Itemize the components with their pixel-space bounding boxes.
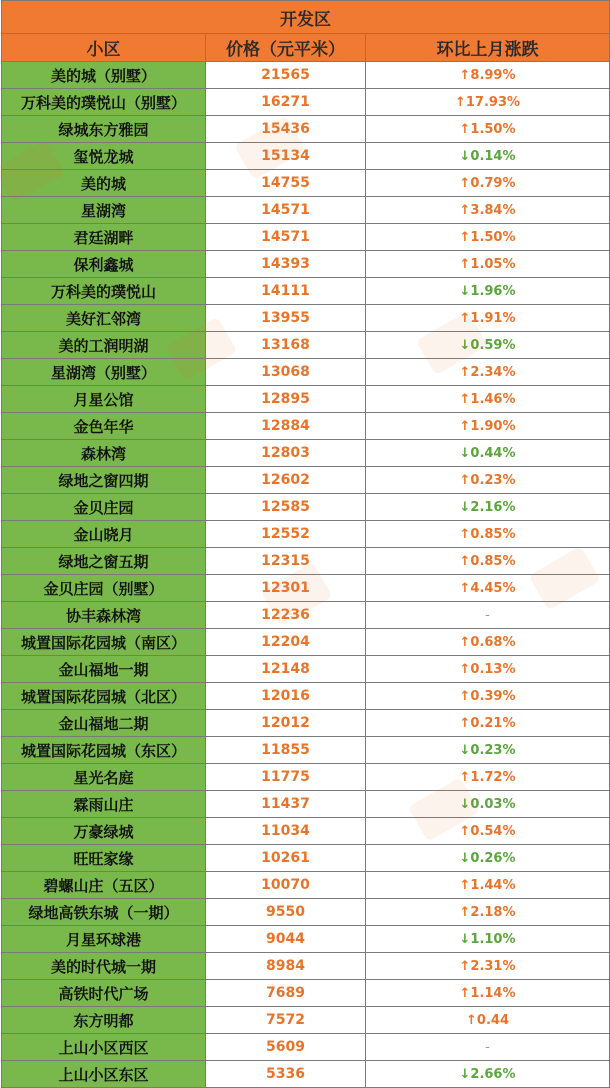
table-row [2,116,610,143]
price-value: 15436 [206,116,366,143]
table-row [2,62,610,89]
community-name: 万科美的璞悦山 [2,278,206,305]
change-value: ↑1.46% [366,386,610,413]
price-value: 14393 [206,251,366,278]
community-name: 金贝庄园（别墅） [2,575,206,602]
community-name: 东方明都 [2,1007,206,1034]
table-row [2,764,610,791]
table-row [2,548,610,575]
change-value: ↑1.90% [366,413,610,440]
price-value: 12012 [206,710,366,737]
community-name: 美的城 [2,170,206,197]
community-name: 上山小区东区 [2,1061,206,1088]
community-name: 霖雨山庄 [2,791,206,818]
change-value: - [366,602,610,629]
community-name: 协丰森林湾 [2,602,206,629]
community-name: 万豪绿城 [2,818,206,845]
change-value: ↑4.45% [366,575,610,602]
community-name: 绿地之窗五期 [2,548,206,575]
table-row [2,872,610,899]
community-name: 保利鑫城 [2,251,206,278]
table-row [2,629,610,656]
community-name: 星湖湾（别墅） [2,359,206,386]
table-row [2,170,610,197]
price-value: 9550 [206,899,366,926]
change-value: ↑1.14% [366,980,610,1007]
change-value: ↑0.85% [366,548,610,575]
price-value: 11775 [206,764,366,791]
change-value: ↓0.26% [366,845,610,872]
price-value: 16271 [206,89,366,116]
price-value: 14571 [206,224,366,251]
community-name: 城置国际花园城（北区） [2,683,206,710]
table-row [2,224,610,251]
change-value: ↑0.44 [366,1007,610,1034]
change-value: ↓1.10% [366,926,610,953]
change-value: ↑8.99% [366,62,610,89]
change-value: ↑2.31% [366,953,610,980]
table-row [2,467,610,494]
change-value: ↓1.96% [366,278,610,305]
community-name: 星湖湾 [2,197,206,224]
change-value: ↓0.44% [366,440,610,467]
price-value: 12803 [206,440,366,467]
table-row [2,656,610,683]
table-body [2,62,610,1088]
table-row [2,278,610,305]
community-name: 森林湾 [2,440,206,467]
price-value: 7572 [206,1007,366,1034]
change-value: - [366,1034,610,1061]
table-row [2,953,610,980]
table-row [2,602,610,629]
change-value: ↓0.03% [366,791,610,818]
change-value: ↑3.84% [366,197,610,224]
community-name: 高铁时代广场 [2,980,206,1007]
price-value: 13955 [206,305,366,332]
table-row [2,521,610,548]
price-value: 5609 [206,1034,366,1061]
table-row [2,143,610,170]
community-name: 碧螺山庄（五区） [2,872,206,899]
price-value: 9044 [206,926,366,953]
community-name: 金山福地二期 [2,710,206,737]
table-row [2,440,610,467]
change-value: ↑1.91% [366,305,610,332]
change-value: ↓0.59% [366,332,610,359]
change-value: ↑0.68% [366,629,610,656]
price-value: 10070 [206,872,366,899]
community-name: 星光名庭 [2,764,206,791]
change-value: ↑0.79% [366,170,610,197]
change-value: ↑1.44% [366,872,610,899]
table-row [2,683,610,710]
table-row [2,791,610,818]
price-value: 7689 [206,980,366,1007]
community-name: 绿地之窗四期 [2,467,206,494]
table-row [2,89,610,116]
header-price: 价格（元平米） [206,34,366,62]
community-name: 绿城东方雅园 [2,116,206,143]
community-name: 美的工润明湖 [2,332,206,359]
community-name: 美好汇邻湾 [2,305,206,332]
price-value: 14755 [206,170,366,197]
community-name: 玺悦龙城 [2,143,206,170]
table-row [2,413,610,440]
table-row [2,926,610,953]
price-value: 12301 [206,575,366,602]
table-row [2,251,610,278]
price-value: 14111 [206,278,366,305]
table-row [2,710,610,737]
community-name: 美的时代城一期 [2,953,206,980]
change-value: ↑0.23% [366,467,610,494]
table-row [2,305,610,332]
community-name: 旺旺家缘 [2,845,206,872]
community-name: 万科美的璞悦山（别墅） [2,89,206,116]
community-name: 金山晓月 [2,521,206,548]
community-name: 金山福地一期 [2,656,206,683]
price-value: 8984 [206,953,366,980]
change-value: ↑1.05% [366,251,610,278]
table-row [2,980,610,1007]
community-name: 绿地高铁东城（一期） [2,899,206,926]
change-value: ↓2.66% [366,1061,610,1088]
change-value: ↑0.85% [366,521,610,548]
price-value: 12884 [206,413,366,440]
change-value: ↑17.93% [366,89,610,116]
price-value: 13168 [206,332,366,359]
change-value: ↑2.34% [366,359,610,386]
change-value: ↑0.54% [366,818,610,845]
community-name: 城置国际花园城（南区） [2,629,206,656]
table-row [2,386,610,413]
community-name: 月星环球港 [2,926,206,953]
table-row [2,197,610,224]
table-row [2,737,610,764]
change-value: ↑0.21% [366,710,610,737]
price-value: 15134 [206,143,366,170]
price-value: 12016 [206,683,366,710]
price-table [1,0,610,1088]
price-value: 14571 [206,197,366,224]
header-community: 小区 [2,34,206,62]
price-value: 11437 [206,791,366,818]
price-value: 12236 [206,602,366,629]
price-value: 12148 [206,656,366,683]
table-header-row [2,34,610,62]
table-row [2,1034,610,1061]
table-row [2,1007,610,1034]
community-name: 君廷湖畔 [2,224,206,251]
price-value: 12895 [206,386,366,413]
price-value: 11855 [206,737,366,764]
community-name: 月星公馆 [2,386,206,413]
price-value: 12585 [206,494,366,521]
price-value: 13068 [206,359,366,386]
header-change: 环比上月涨跌 [366,34,610,62]
price-value: 12204 [206,629,366,656]
price-value: 11034 [206,818,366,845]
community-name: 城置国际花园城（东区） [2,737,206,764]
table-row [2,899,610,926]
community-name: 美的城（别墅） [2,62,206,89]
change-value: ↑1.50% [366,224,610,251]
price-value: 12552 [206,521,366,548]
change-value: ↓0.23% [366,737,610,764]
price-value: 21565 [206,62,366,89]
table-row [2,494,610,521]
change-value: ↑1.72% [366,764,610,791]
table-row [2,575,610,602]
table-row [2,845,610,872]
change-value: ↓0.14% [366,143,610,170]
table-row [2,1061,610,1088]
table-row [2,359,610,386]
price-value: 5336 [206,1061,366,1088]
table-title: 开发区 [2,1,610,34]
change-value: ↑0.13% [366,656,610,683]
community-name: 金色年华 [2,413,206,440]
price-value: 10261 [206,845,366,872]
table-row [2,332,610,359]
community-name: 金贝庄园 [2,494,206,521]
table-row [2,818,610,845]
price-value: 12315 [206,548,366,575]
community-name: 上山小区西区 [2,1034,206,1061]
change-value: ↓2.16% [366,494,610,521]
change-value: ↑1.50% [366,116,610,143]
price-value: 12602 [206,467,366,494]
table-title-row [2,1,610,34]
change-value: ↑2.18% [366,899,610,926]
change-value: ↑0.39% [366,683,610,710]
